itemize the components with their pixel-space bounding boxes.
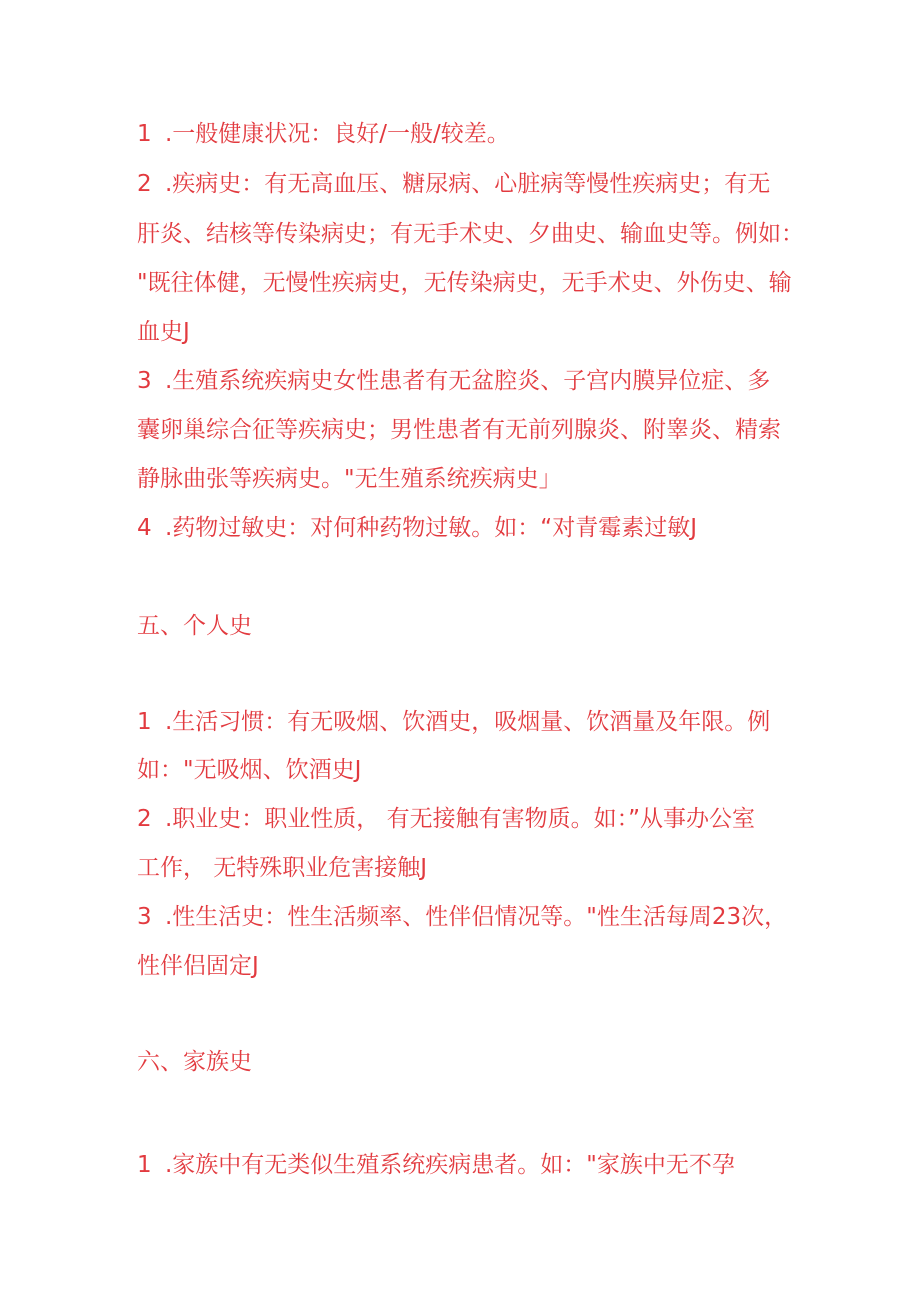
item-text: 静脉曲张等疾病史。"无生殖系统疾病史」 <box>137 466 562 492</box>
item-number: 1 <box>137 1152 152 1178</box>
item-text: 血史J <box>137 319 190 345</box>
item-text: 工作， 无特殊职业危害接触J <box>137 855 428 881</box>
section-heading-personal-history: 五、个人史 <box>137 613 252 639</box>
personal-item-2 <box>137 803 755 835</box>
list-item-1 <box>137 118 510 150</box>
item-text: .一般健康状况：良好/一般/较差。 <box>165 121 510 147</box>
family-item-1 <box>137 1149 735 1181</box>
list-item-2 <box>137 168 770 200</box>
item-number: 3 <box>137 368 152 394</box>
personal-item-2-cont <box>137 852 427 884</box>
list-item-2-cont-1 <box>137 218 804 250</box>
item-text: .生活习惯：有无吸烟、饮酒史，吸烟量、饮酒量及年限。例 <box>165 709 771 735</box>
list-item-2-cont-2 <box>137 267 792 299</box>
list-item-4 <box>137 512 697 544</box>
personal-item-1-cont <box>137 754 361 786</box>
item-text: .药物过敏史：对何种药物过敏。如：“对青霉素过敏J <box>165 515 698 541</box>
item-text: .性生活史：性生活频率、性伴侣情况等。"性生活每周23次， <box>165 904 788 930</box>
item-number: 1 <box>137 121 152 147</box>
item-text: 如："无吸烟、饮酒史J <box>137 757 362 783</box>
item-number: 4 <box>137 515 152 541</box>
item-number: 3 <box>137 904 152 930</box>
item-text: 囊卵巢综合征等疾病史；男性患者有无前列腺炎、附睾炎、精索 <box>137 417 781 443</box>
item-text: .家族中有无类似生殖系统疾病患者。如："家族中无不孕 <box>165 1152 735 1178</box>
item-text: .生殖系统疾病史女性患者有无盆腔炎、子宫内膜异位症、多 <box>165 368 771 394</box>
section-heading-family-history: 六、家族史 <box>137 1049 252 1075</box>
list-item-3-cont-1 <box>137 414 781 446</box>
item-text: .职业史：职业性质， 有无接触有害物质。如：”从事办公室 <box>165 806 756 832</box>
item-number: 2 <box>137 806 152 832</box>
item-number: 2 <box>137 171 152 197</box>
item-text: 肝炎、结核等传染病史；有无手术史、夕曲史、输血史等。例如： <box>137 221 804 247</box>
list-item-3-cont-2 <box>137 463 562 495</box>
list-item-2-cont-3 <box>137 316 190 348</box>
personal-item-3-cont <box>137 950 259 982</box>
list-item-3 <box>137 365 770 397</box>
personal-item-3 <box>137 901 787 933</box>
item-text: 性伴侣固定J <box>137 953 259 979</box>
item-text: "既往体健，无慢性疾病史，无传染病史，无手术史、外伤史、输 <box>137 270 792 296</box>
personal-item-1 <box>137 706 770 738</box>
item-number: 1 <box>137 709 152 735</box>
item-text: .疾病史：有无高血压、糖尿病、心脏病等慢性疾病史；有无 <box>165 171 771 197</box>
